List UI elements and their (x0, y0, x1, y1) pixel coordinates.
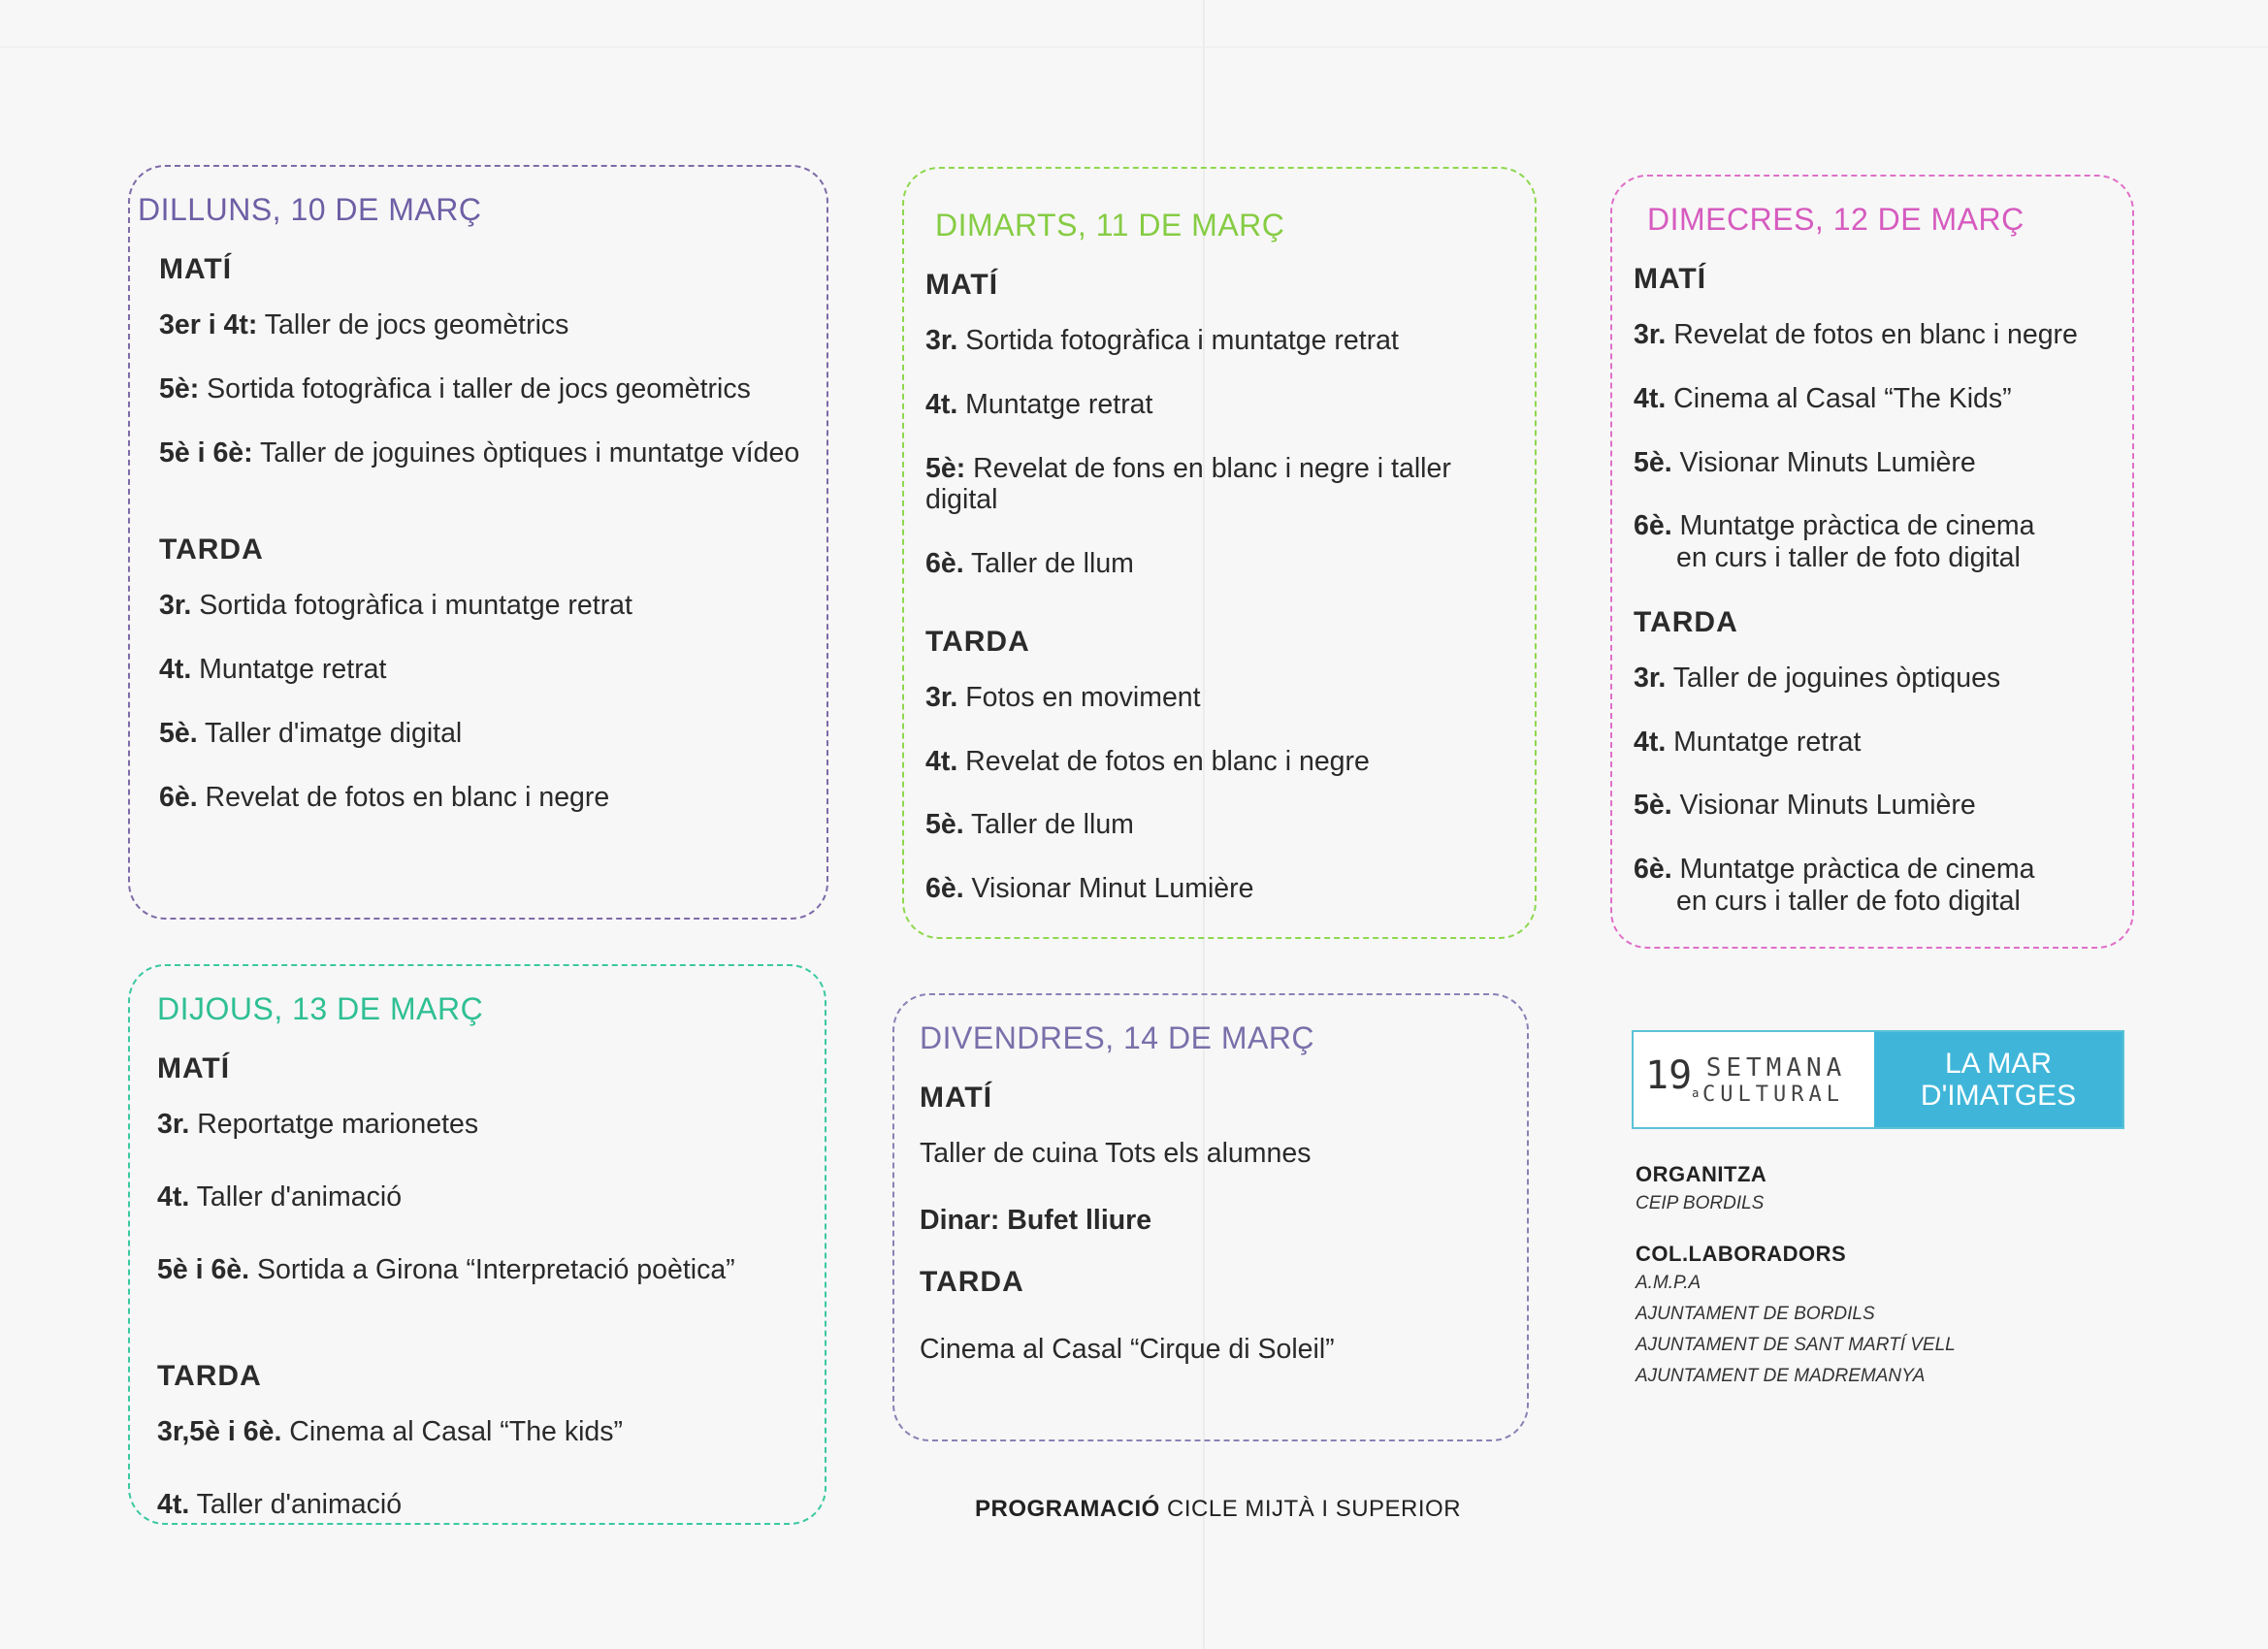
schedule-item: 5è. Taller de llum (925, 809, 1134, 841)
monday-box (128, 165, 828, 920)
schedule-item: 3r. Taller de joguines òptiques (1634, 662, 2001, 694)
schedule-item: 3r. Sortida fotogràfica i muntatge retrat (159, 590, 632, 622)
monday-mati-label: MATÍ (159, 253, 233, 285)
monday-tarda-label: TARDA (159, 534, 264, 566)
footer-caption: PROGRAMACIÓ CICLE MIJTÀ I SUPERIOR (975, 1496, 1462, 1522)
schedule-item: 3r. Revelat de fotos en blanc i negre (1634, 319, 2078, 350)
logo-word-cultural: CULTURAL (1702, 1082, 1844, 1107)
schedule-item: 4t. Taller d'animació (157, 1489, 403, 1521)
logo-title-line1: LA MAR (1944, 1048, 2053, 1080)
collaborators-label: COL.LABORADORS (1636, 1242, 1847, 1266)
wednesday-tarda-label: TARDA (1634, 605, 1738, 638)
thursday-heading: DIJOUS, 13 DE MARÇ (157, 991, 484, 1026)
friday-heading: DIVENDRES, 14 DE MARÇ (920, 1020, 1315, 1055)
schedule-item: 3r. Fotos en moviment (925, 681, 1201, 713)
schedule-item: 3er i 4t: Taller de jocs geomètrics (159, 309, 569, 340)
schedule-item: 4t. Taller d'animació (157, 1180, 403, 1212)
logo-title-line2: D'IMATGES (1920, 1080, 2077, 1112)
schedule-item: 4t. Muntatge retrat (925, 388, 1153, 420)
organitza-label: ORGANITZA (1636, 1162, 1767, 1186)
friday-box (892, 993, 1529, 1441)
schedule-item: 6è. Visionar Minut Lumière (925, 873, 1254, 905)
wednesday-mati-label: MATÍ (1634, 263, 1707, 295)
event-logo (1632, 1030, 2124, 1129)
credits (1636, 1162, 2140, 1397)
schedule-item: 4t. Cinema al Casal “The Kids” (1634, 382, 2012, 414)
monday-heading: DILLUNS, 10 DE MARÇ (138, 192, 482, 227)
thursday-tarda-label: TARDA (157, 1360, 262, 1393)
organitza-value: CEIP BORDILS (1636, 1193, 1765, 1213)
schedule-item: 5è. Visionar Minuts Lumière (1634, 446, 1976, 478)
schedule-item: 4t. Revelat de fotos en blanc i negre (925, 745, 1370, 777)
logo-left-panel (1634, 1032, 1874, 1127)
schedule-item: 5è i 6è: Taller de joguines òptiques i muntatge vídeo (159, 436, 800, 469)
wednesday-box (1610, 175, 2134, 949)
schedule-item: 5è: Revelat de fons en blanc i negre i taller digital (925, 452, 1451, 516)
schedule-item: 5è i 6è. Sortida a Girona “Interpretació poètica” (157, 1253, 735, 1285)
schedule-item: 3r. Reportatge marionetes (157, 1109, 479, 1140)
thursday-mati-label: MATÍ (157, 1052, 231, 1084)
schedule-item: 3r. Sortida fotogràfica i muntatge retrat (925, 325, 1399, 356)
schedule-item: 6è. Taller de llum (925, 548, 1134, 580)
collaborator-item: AJUNTAMENT DE SANT MARTÍ VELL (1636, 1335, 1956, 1355)
collaborator-item: AJUNTAMENT DE BORDILS (1636, 1304, 1875, 1324)
friday-mati-label: MATÍ (920, 1082, 993, 1114)
schedule-item: Cinema al Casal “Cirque di Soleil” (920, 1333, 1335, 1365)
friday-tarda-label: TARDA (920, 1265, 1024, 1298)
collaborator-item: AJUNTAMENT DE MADREMANYA (1636, 1366, 1926, 1386)
top-crease (0, 47, 2268, 48)
logo-title-panel (1874, 1032, 2122, 1127)
tuesday-heading: DIMARTS, 11 DE MARÇ (935, 208, 1285, 242)
logo-number: $19_a$ (1645, 1053, 1700, 1100)
tuesday-tarda-label: TARDA (925, 625, 1030, 658)
schedule-item: Dinar: Bufet lliure (920, 1204, 1152, 1236)
schedule-item: 4t. Muntatge retrat (159, 654, 387, 686)
wednesday-heading: DIMECRES, 12 DE MARÇ (1647, 202, 2025, 237)
collaborator-item: A.M.P.A (1636, 1273, 1701, 1293)
schedule-item: 4t. Muntatge retrat (1634, 726, 1862, 758)
tuesday-mati-label: MATÍ (925, 269, 999, 301)
tuesday-box (902, 167, 1537, 939)
logo-word-setmana: SETMANA (1705, 1052, 1847, 1083)
schedule-item: 5è. Taller d'imatge digital (159, 717, 463, 749)
schedule-item: 6è. Revelat de fotos en blanc i negre (159, 781, 610, 813)
schedule-item: 5è: Sortida fotogràfica i taller de jocs geomètrics (159, 372, 751, 404)
schedule-item: 5è. Visionar Minuts Lumière (1634, 790, 1976, 822)
schedule-item: 6è. Muntatge pràctica de cinema en curs i taller de foto digital (1634, 510, 2035, 574)
thursday-box (128, 964, 826, 1525)
schedule-item: 3r,5è i 6è. Cinema al Casal “The kids” (157, 1416, 623, 1448)
schedule-item: 6è. Muntatge pràctica de cinema en curs i taller de foto digital (1634, 854, 2035, 917)
schedule-item: Taller de cuina Tots els alumnes (920, 1138, 1312, 1169)
